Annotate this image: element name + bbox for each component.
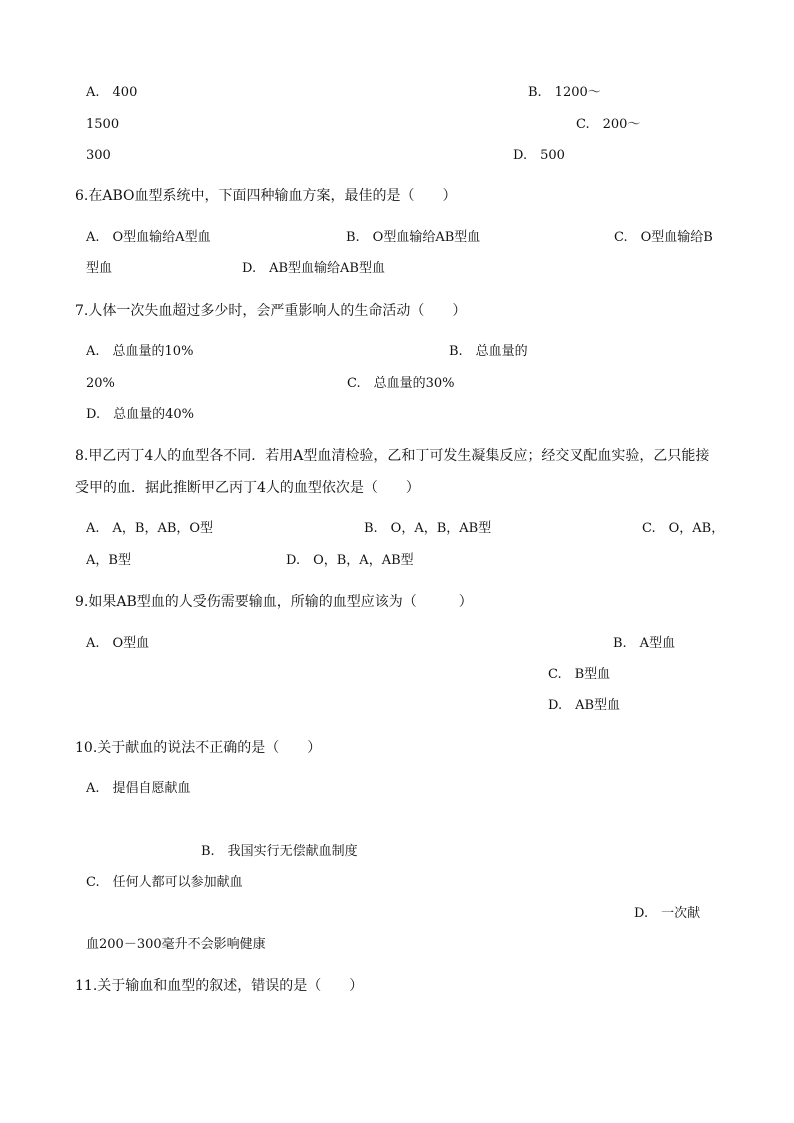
q5-option-d: D. 500 <box>513 148 565 163</box>
q9-option-d: D. AB型血 <box>548 698 621 713</box>
q5-option-c-continuation: 300 <box>86 148 111 163</box>
q11-stem: 11.关于输血和血型的叙述，错误的是（ ） <box>75 978 364 994</box>
q7-option-b-continuation: 20% <box>86 376 115 391</box>
q9-option-c: C. B型血 <box>548 667 611 682</box>
q10-option-a: A. 提倡自愿献血 <box>86 781 191 796</box>
q7-stem: 7.人体一次失血超过多少时，会严重影响人的生命活动（ ） <box>75 303 467 319</box>
q5-option-b-continuation: 1500 <box>86 117 120 132</box>
q10-option-d-continuation: 血200－300毫升不会影响健康 <box>86 937 266 952</box>
q7-option-a: A. 总血量的10% <box>86 344 194 359</box>
q9-option-a: A. O型血 <box>86 636 150 651</box>
q6-stem: 6.在ABO血型系统中，下面四种输血方案，最佳的是（ ） <box>75 188 457 204</box>
q7-option-d: D. 总血量的40% <box>86 407 194 422</box>
q10-option-d: D. 一次献 <box>634 906 701 921</box>
q6-option-c: C. O型血输给B <box>614 230 713 245</box>
q8-stem-line2: 受甲的血．据此推断甲乙丙丁4人的血型依次是（ ） <box>75 480 420 496</box>
q9-stem: 9.如果AB型血的人受伤需要输血，所输的血型应该为（ ） <box>75 594 473 610</box>
q5-option-a: A. 400 <box>86 85 138 100</box>
q6-option-c-continuation: 型血 <box>86 261 113 276</box>
q10-stem: 10.关于献血的说法不正确的是（ ） <box>75 740 322 756</box>
q6-option-a: A. O型血输给A型血 <box>86 230 211 245</box>
q9-option-b: B. A型血 <box>613 636 676 651</box>
q8-option-c-continuation: A，B型 <box>86 553 131 568</box>
q8-option-a: A. A，B，AB，O型 <box>86 521 214 536</box>
q6-option-b: B. O型血输给AB型血 <box>346 230 481 245</box>
q5-option-c: C. 200～ <box>576 117 641 132</box>
q7-option-b: B. 总血量的 <box>449 344 528 359</box>
q5-option-b: B. 1200～ <box>528 85 601 100</box>
q10-option-b: B. 我国实行无偿献血制度 <box>201 844 358 859</box>
q8-option-c: C. O，AB， <box>642 521 725 536</box>
q10-option-c: C. 任何人都可以参加献血 <box>86 875 243 890</box>
q7-option-c: C. 总血量的30% <box>347 376 455 391</box>
q8-option-b: B. O，A，B，AB型 <box>364 521 492 536</box>
q6-option-d: D. AB型血输给AB型血 <box>242 261 385 276</box>
q8-option-d: D. O，B，A，AB型 <box>286 553 414 568</box>
q8-stem-line1: 8.甲乙丙丁4人的血型各不同．若用A型血清检验，乙和丁可发生凝集反应；经交叉配血实验，乙只能接 <box>75 448 710 464</box>
